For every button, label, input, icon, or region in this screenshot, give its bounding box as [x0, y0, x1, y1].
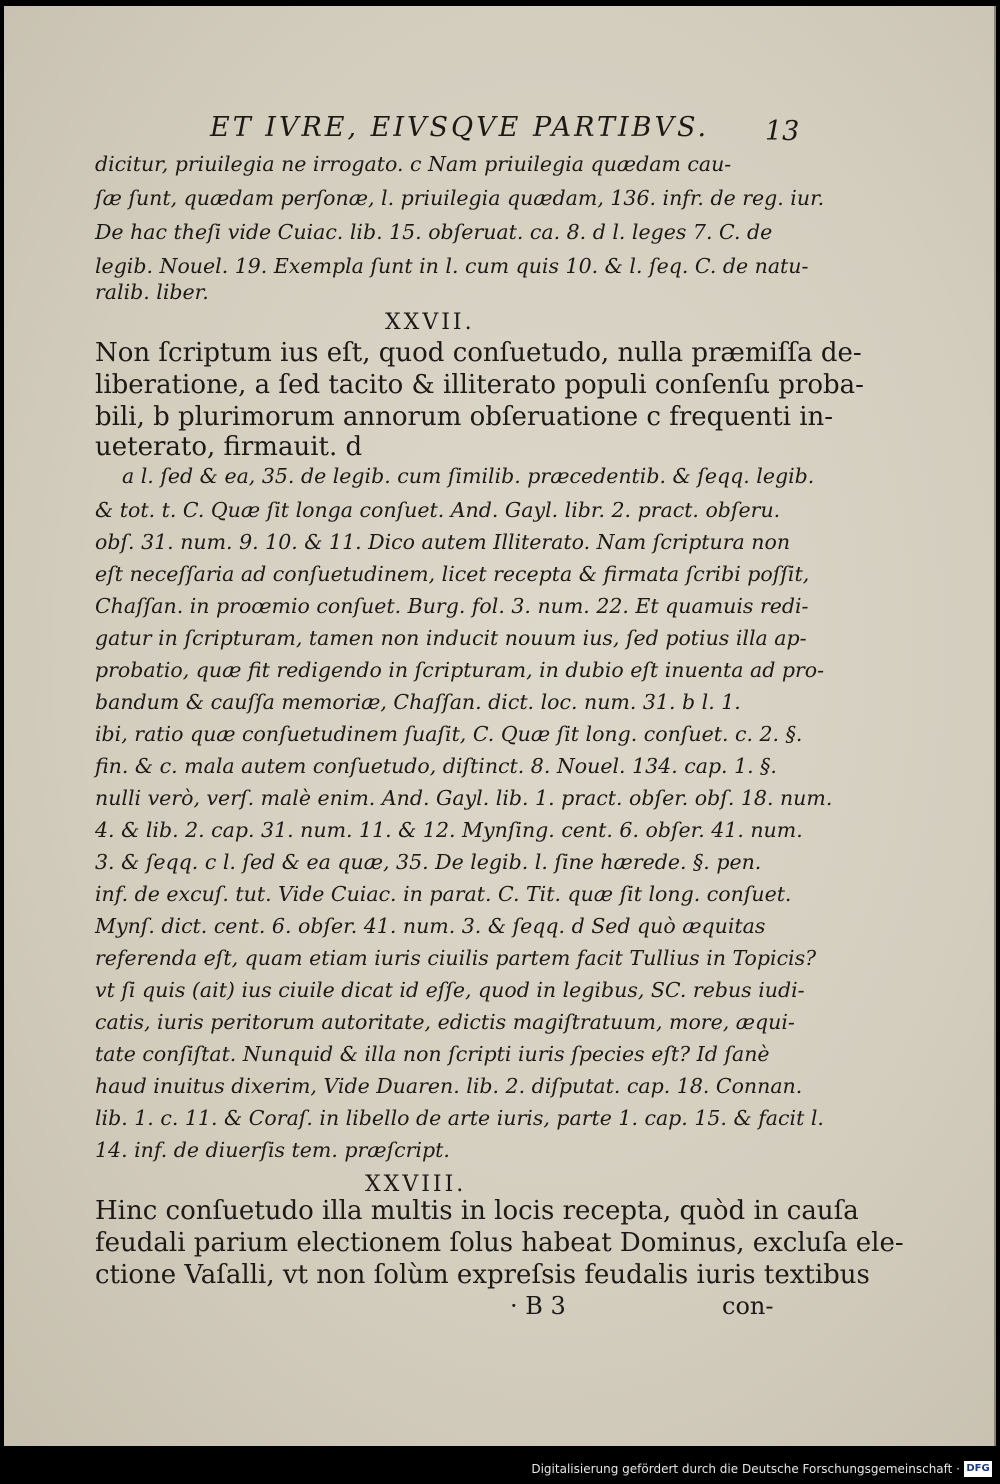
note-line: vt ſi quis (ait) ius ciuile dicat id eſſe, quod in legibus, SC. rebus iudi- [95, 978, 805, 1002]
note-line: dicitur, priuilegia ne irrogato. c Nam priuilegia quædam cau- [95, 152, 732, 176]
note-line: Mynſ. dict. cent. 6. obſer. 41. num. 3. & ſeqq. d Sed quò æquitas [95, 914, 766, 938]
note-line: ibi, ratio quæ conſuetudinem ſuaſit, C. Quæ ſit long. conſuet. c. 2. §. [95, 722, 803, 746]
body-line: ctione Vaſalli, vt non ſolùm expreſsis feudalis iuris textibus [95, 1260, 870, 1290]
page-number: 13 [765, 116, 800, 147]
note-line: & tot. t. C. Quæ ſit longa conſuet. And. Gayl. libr. 2. pract. obſeru. [95, 498, 781, 522]
note-line: eſt neceſſaria ad conſuetudinem, licet recepta & firmata ſcribi poſſit, [95, 562, 810, 586]
note-line: a l. ſed & ea, 35. de legib. cum ſimilib. præcedentib. & ſeqq. legib. [122, 464, 815, 488]
note-line: 4. & lib. 2. cap. 31. num. 11. & 12. Mynſing. cent. 6. obſer. 41. num. [95, 818, 803, 842]
note-line: obſ. 31. num. 9. 10. & 11. Dico autem Illiterato. Nam ſcriptura non [95, 530, 791, 554]
note-line: nulli verò, verſ. malè enim. And. Gayl. lib. 1. pract. obſer. obſ. 18. num. [95, 786, 833, 810]
body-line: Non ſcriptum ius eſt, quod conſuetudo, nulla præmiſſa de- [95, 338, 862, 368]
funding-credit: Digitalisierung gefördert durch die Deutsche Forschungsgemeinschaft · [531, 1462, 960, 1476]
note-line: 3. & ſeqq. c l. ſed & ea quæ, 35. De legib. l. ſine hærede. §. pen. [95, 850, 762, 874]
note-line: 14. inf. de diuerſis tem. præſcript. [95, 1138, 450, 1162]
note-line: De hac theſi vide Cuiac. lib. 15. obſeruat. ca. 8. d l. leges 7. C. de [95, 220, 773, 244]
body-line: bili, b plurimorum annorum obſeruatione c frequenti in- [95, 402, 834, 432]
note-line: haud inuitus dixerim, Vide Duaren. lib. 2. diſputat. cap. 18. Connan. [95, 1074, 803, 1098]
note-line: catis, iuris peritorum autoritate, edictis magiſtratuum, more, æqui- [95, 1010, 795, 1034]
note-line: Chaſſan. in proœmio conſuet. Burg. fol. 3. num. 22. Et quamuis redi- [95, 594, 809, 618]
signature-catchword: · B 3 [510, 1292, 566, 1320]
running-head: ET IVRE, EIVSQVE PARTIBVS. [210, 112, 710, 143]
note-line: tate conſiſtat. Nunquid & illa non ſcripti iuris ſpecies eſt? Id ſanè [95, 1042, 770, 1066]
note-line: fin. & c. mala autem conſuetudo, diſtinct. 8. Nouel. 134. cap. 1. §. [95, 754, 777, 778]
note-line: probatio, quæ fit redigendo in ſcripturam, in dubio eſt inuenta ad pro- [95, 658, 825, 682]
body-line: ueterato, firmauit. d [95, 432, 363, 462]
note-line: bandum & cauſſa memoriæ, Chaſſan. dict. loc. num. 31. b l. 1. [95, 690, 741, 714]
note-line: legib. Nouel. 19. Exempla ſunt in l. cum quis 10. & l. ſeq. C. de natu- [95, 254, 809, 278]
section-heading: XXVIII. [365, 1172, 467, 1197]
note-line: referenda eſt, quam etiam iuris ciuilis partem facit Tullius in Topicis? [95, 946, 817, 970]
dfg-logo: DFG [964, 1461, 992, 1477]
note-line: ralib. liber. [95, 280, 209, 304]
body-line: Hinc conſuetudo illa multis in locis recepta, quòd in cauſa [95, 1196, 859, 1226]
digitization-footer [0, 1458, 1000, 1484]
note-line: inf. de excuſ. tut. Vide Cuiac. in parat. C. Tit. quæ ſit long. conſuet. [95, 882, 792, 906]
signature-catchword: con- [722, 1292, 774, 1320]
body-line: feudali parium electionem ſolus habeat Dominus, excluſa ele- [95, 1228, 904, 1258]
note-line: ſæ ſunt, quædam perſonæ, l. priuilegia quædam, 136. infr. de reg. iur. [95, 186, 825, 210]
body-line: liberatione, a ſed tacito & illiterato populi conſenſu proba- [95, 370, 864, 400]
note-line: gatur in ſcripturam, tamen non inducit nouum ius, ſed potius illa ap- [95, 626, 807, 650]
section-heading: XXVII. [385, 310, 475, 335]
note-line: lib. 1. c. 11. & Coraſ. in libello de arte iuris, parte 1. cap. 15. & facit l. [95, 1106, 824, 1130]
